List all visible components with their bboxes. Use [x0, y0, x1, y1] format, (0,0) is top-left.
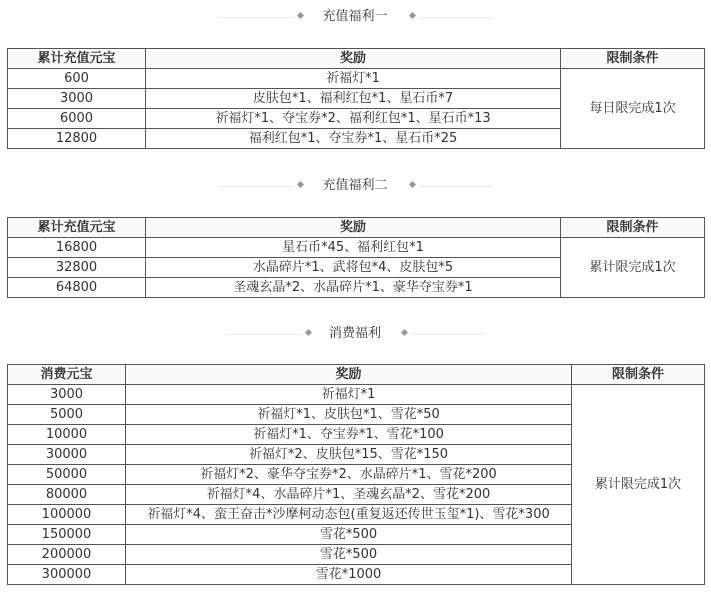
reward-cell: 雪花*1000 [126, 565, 572, 585]
reward-cell: 雪花*500 [126, 545, 572, 565]
amount-cell: 12800 [8, 129, 146, 149]
header-condition: 限制条件 [572, 365, 705, 385]
diamond-icon [409, 181, 416, 188]
reward-cell: 祈福灯*1 [126, 385, 572, 405]
amount-cell: 100000 [8, 505, 126, 525]
reward-table-recharge-1 [7, 48, 705, 149]
diamond-icon [297, 181, 304, 188]
amount-cell: 150000 [8, 525, 126, 545]
divider-line [420, 17, 492, 18]
header-reward: 奖励 [146, 218, 561, 238]
amount-cell: 6000 [8, 109, 146, 129]
header-amount: 消费元宝 [8, 365, 126, 385]
diamond-icon [401, 329, 408, 336]
section-title-recharge-1 [0, 9, 711, 25]
reward-table-consume [7, 364, 705, 585]
reward-cell: 祈福灯*4、蛮王奋击*沙摩柯动态包(重复返还传世玉玺*1)、雪花*300 [126, 505, 572, 525]
header-reward: 奖励 [126, 365, 572, 385]
reward-cell: 祈福灯*1 [146, 69, 561, 89]
reward-cell: 祈福灯*1、夺宝券*1、雪花*100 [126, 425, 572, 445]
header-reward: 奖励 [146, 49, 561, 69]
table-header-row [8, 49, 705, 69]
section-title-text: 充值福利二 [322, 178, 388, 193]
reward-cell: 福利红包*1、夺宝券*1、星石币*25 [146, 129, 561, 149]
reward-cell: 圣魂玄晶*2、水晶碎片*1、豪华夺宝券*1 [146, 278, 561, 298]
reward-table-recharge-2 [7, 217, 705, 298]
reward-cell: 祈福灯*1、夺宝券*2、福利红包*1、星石币*13 [146, 109, 561, 129]
reward-cell: 祈福灯*2、皮肤包*15、雪花*150 [126, 445, 572, 465]
reward-cell: 祈福灯*4、水晶碎片*1、圣魂玄晶*2、雪花*200 [126, 485, 572, 505]
amount-cell: 80000 [8, 485, 126, 505]
amount-cell: 3000 [8, 385, 126, 405]
divider-line [218, 17, 294, 18]
amount-cell: 200000 [8, 545, 126, 565]
reward-cell: 雪花*500 [126, 525, 572, 545]
divider-line [226, 334, 302, 335]
table-header-row [8, 218, 705, 238]
amount-cell: 50000 [8, 465, 126, 485]
amount-cell: 64800 [8, 278, 146, 298]
header-amount: 累计充值元宝 [8, 218, 146, 238]
amount-cell: 10000 [8, 425, 126, 445]
divider-line [412, 334, 484, 335]
divider-line [420, 186, 492, 187]
amount-cell: 5000 [8, 405, 126, 425]
amount-cell: 600 [8, 69, 146, 89]
reward-cell: 祈福灯*2、豪华夺宝券*2、水晶碎片*1、雪花*200 [126, 465, 572, 485]
divider-line [218, 186, 294, 187]
reward-cell: 星石币*45、福利红包*1 [146, 238, 561, 258]
reward-cell: 皮肤包*1、福利红包*1、星石币*7 [146, 89, 561, 109]
amount-cell: 300000 [8, 565, 126, 585]
table-row [8, 238, 705, 258]
amount-cell: 3000 [8, 89, 146, 109]
section-title-recharge-2 [0, 178, 711, 194]
header-condition: 限制条件 [561, 218, 705, 238]
condition-cell: 累计限完成1次 [561, 238, 705, 298]
amount-cell: 32800 [8, 258, 146, 278]
section-title-consume [0, 326, 711, 342]
table-row [8, 385, 705, 405]
section-title-text: 消费福利 [328, 326, 381, 341]
diamond-icon [409, 12, 416, 19]
amount-cell: 30000 [8, 445, 126, 465]
amount-cell: 16800 [8, 238, 146, 258]
table-header-row [8, 365, 705, 385]
table-row [8, 69, 705, 89]
reward-cell: 祈福灯*1、皮肤包*1、雪花*50 [126, 405, 572, 425]
header-amount: 累计充值元宝 [8, 49, 146, 69]
header-condition: 限制条件 [561, 49, 705, 69]
reward-cell: 水晶碎片*1、武将包*4、皮肤包*5 [146, 258, 561, 278]
diamond-icon [297, 12, 304, 19]
diamond-icon [305, 329, 312, 336]
section-title-text: 充值福利一 [322, 9, 388, 24]
condition-cell: 累计限完成1次 [572, 385, 705, 585]
condition-cell: 每日限完成1次 [561, 69, 705, 149]
